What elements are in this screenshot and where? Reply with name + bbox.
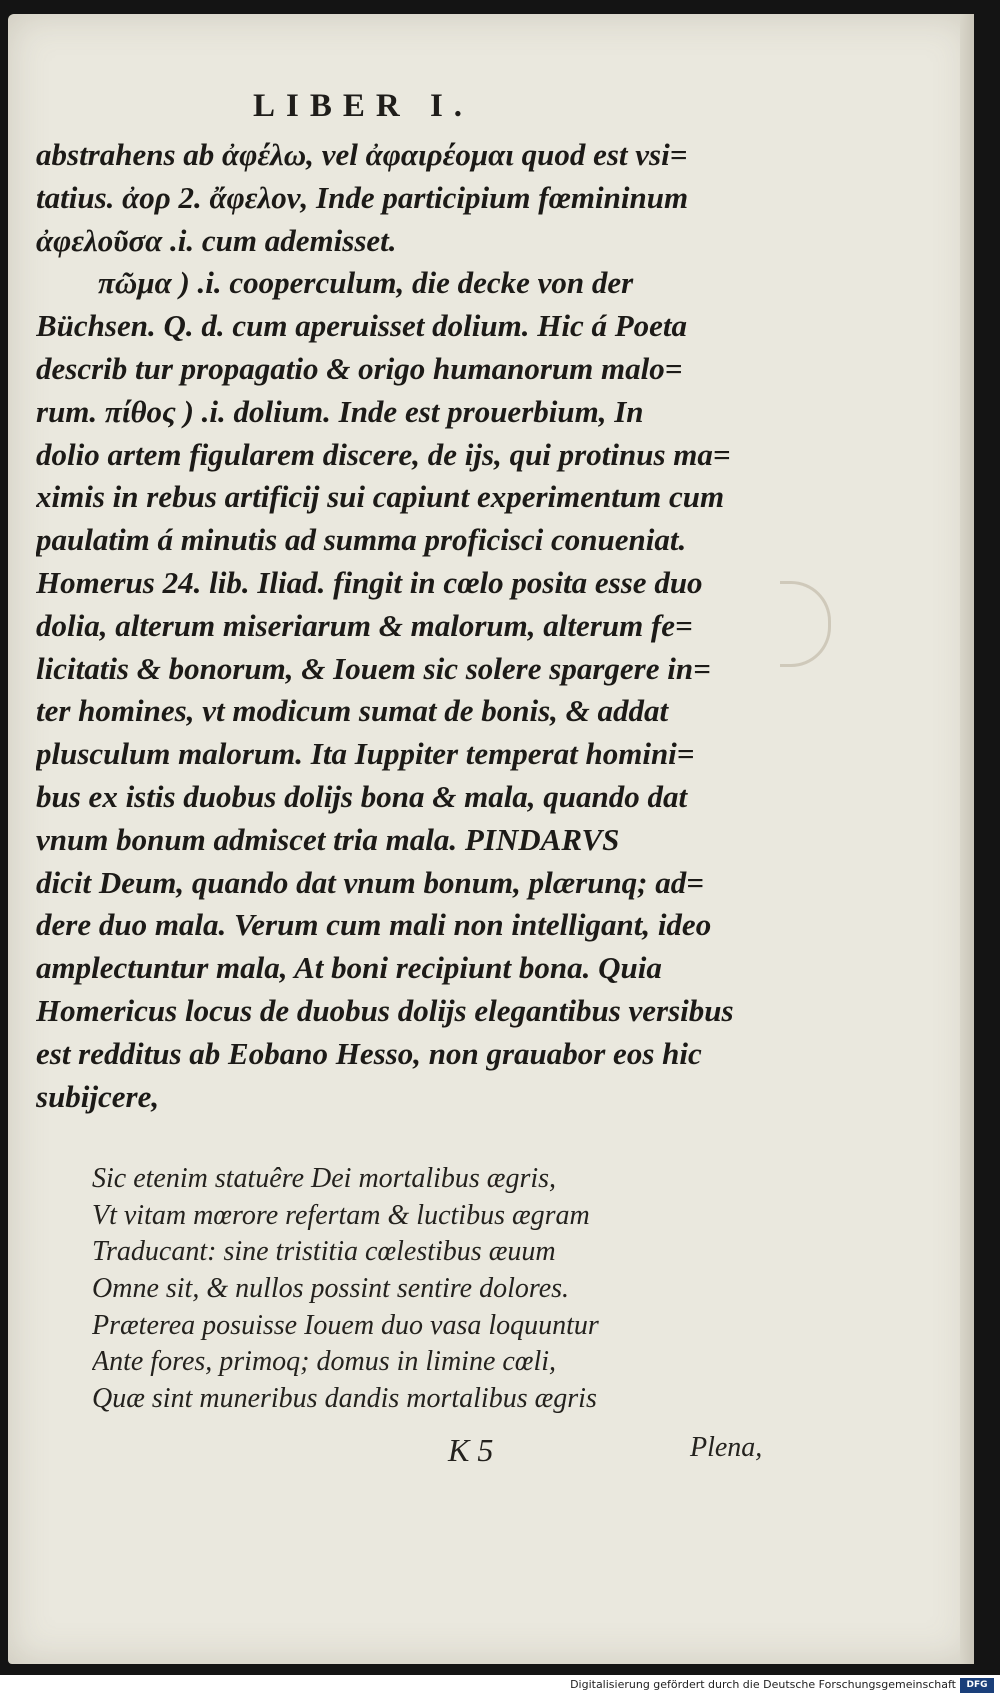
prose-line: ter homines, vt modicum sumat de bonis, & addat — [36, 693, 669, 729]
prose-line: subijcere, — [36, 1078, 160, 1114]
prose-line: dolia, alterum miseriarum & malorum, alterum fe= — [36, 607, 693, 643]
verse-block — [92, 1161, 792, 1418]
prose-line: dolio artem figularem discere, de ijs, qui protinus ma= — [36, 436, 731, 472]
prose-line: dicit Deum, quando dat vnum bonum, plærunq; ad= — [36, 864, 704, 900]
verse-line: Sic etenim statuêre Dei mortalibus ægris, — [92, 1163, 557, 1194]
prose-line: ἀφελοῦσα .i. cum ademisset. — [36, 222, 397, 258]
signature-mark: K 5 — [448, 1432, 494, 1468]
paper-blemish — [780, 581, 831, 667]
prose-line: Büchsen. Q. d. cum aperuisset dolium. Hic á Poeta — [36, 308, 688, 344]
prose-line: vnum bonum admiscet tria mala. PINDARVS — [36, 821, 620, 857]
verse-line: Quæ sint muneribus dandis mortalibus ægris — [92, 1383, 597, 1415]
dfg-logo-icon: DFG — [960, 1678, 994, 1693]
footer-bar — [0, 1675, 1000, 1697]
prose-block — [36, 134, 806, 1118]
prose-line: plusculum malorum. Ita Iuppiter temperat homini= — [36, 736, 695, 772]
prose-line: bus ex istis duobus dolijs bona & mala, quando dat — [36, 778, 688, 814]
prose-line: Homericus locus de duobus dolijs elegantibus versibus — [36, 992, 734, 1028]
prose-line: tatius. ἀορ 2. ἄφελον, Inde participium fœmininum — [36, 179, 689, 215]
verse-line: Traducant: sine tristitia cœlestibus æuum — [92, 1236, 556, 1268]
verse-line: Vt vitam mœrore refertam & luctibus ægram — [92, 1199, 590, 1231]
prose-line: dere duo mala. Verum cum mali non intelligant, ideo — [36, 907, 712, 943]
prose-line: rum. πίθος ) .i. dolium. Inde est prouerbium, In — [36, 393, 644, 429]
book-page — [8, 14, 974, 1664]
running-header: LIBER I. — [253, 88, 474, 124]
footer-credit: Digitalisierung gefördert durch die Deutsche Forschungsgemeinschaft — [570, 1678, 956, 1691]
prose-line: πῶμα ) .i. cooperculum, die decke von der — [98, 265, 634, 301]
prose-line: ximis in rebus artificij sui capiunt experimentum cum — [36, 479, 725, 515]
verse-line: Ante fores, primoq; domus in limine cœli, — [92, 1346, 557, 1378]
prose-line: est redditus ab Eobano Hesso, non grauabor eos hic — [36, 1035, 702, 1071]
prose-line: amplectuntur mala, At boni recipiunt bona. Quia — [36, 950, 662, 986]
verse-line: Omne sit, & nullos possint sentire dolores. — [92, 1273, 570, 1305]
catchword: Plena, — [690, 1432, 763, 1463]
prose-line: abstrahens ab ἀφέλω, vel ἀφαιρέομαι quod est vsi= — [36, 137, 688, 172]
verse-line: Præterea posuisse Iouem duo vasa loquuntur — [92, 1309, 599, 1341]
prose-line: licitatis & bonorum, & Iouem sic solere spargere in= — [36, 650, 711, 686]
prose-line: Homerus 24. lib. Iliad. fingit in cœlo posita esse duo — [36, 564, 703, 600]
page-edge — [960, 14, 974, 1664]
prose-line: paulatim á minutis ad summa proficisci conueniat. — [36, 522, 687, 558]
prose-line: describ tur propagatio & origo humanorum malo= — [36, 350, 683, 386]
